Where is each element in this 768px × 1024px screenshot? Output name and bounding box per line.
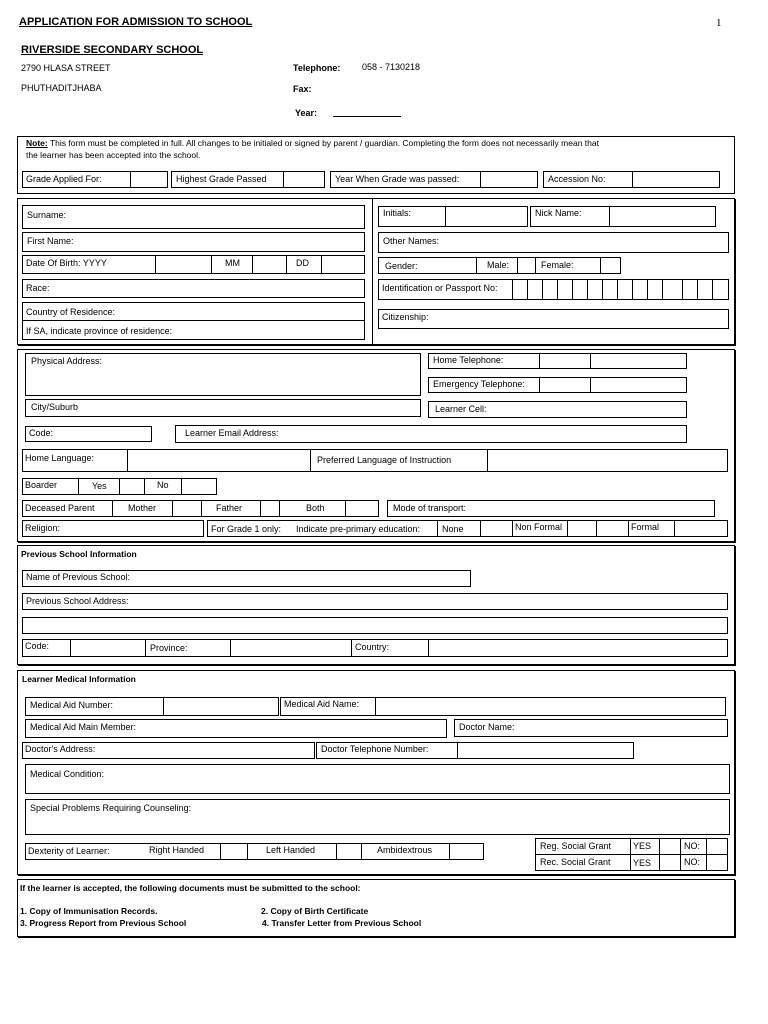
- rec-grant-yes-checkbox[interactable]: [660, 855, 679, 870]
- year-passed-input[interactable]: [481, 172, 537, 187]
- province-label: If SA, indicate province of residence:: [26, 326, 173, 336]
- divider: [211, 255, 212, 274]
- country-label: Country of Residence:: [26, 307, 116, 317]
- town: PHUTHADITJHABA: [21, 83, 102, 93]
- doctor-tel-input[interactable]: [458, 743, 633, 758]
- divider: [22, 320, 365, 321]
- physical-address-label: Physical Address:: [31, 356, 103, 366]
- divider: [247, 843, 248, 860]
- right-handed-label: Right Handed: [149, 845, 205, 855]
- city-field[interactable]: [25, 399, 421, 417]
- divider: [372, 198, 373, 345]
- mother-label: Mother: [128, 503, 157, 513]
- rec-grant-no-checkbox[interactable]: [707, 855, 727, 870]
- doctor-tel-label: Doctor Telephone Number:: [321, 744, 429, 754]
- dexterity-label: Dexterity of Learner:: [28, 846, 110, 856]
- divider: [476, 257, 477, 274]
- code-label: Code:: [29, 428, 54, 438]
- preprimary-label: Indicate pre-primary education:: [296, 524, 421, 534]
- left-handed-checkbox[interactable]: [337, 844, 360, 859]
- nickname-input[interactable]: [610, 207, 715, 226]
- dob-dd-label: DD: [296, 258, 309, 268]
- divider: [286, 255, 287, 274]
- race-field[interactable]: [22, 279, 365, 298]
- grade1-label: For Grade 1 only:: [211, 524, 282, 534]
- medical-heading: Learner Medical Information: [22, 674, 136, 684]
- left-handed-label: Left Handed: [266, 845, 316, 855]
- divider: [201, 500, 202, 517]
- citizenship-field[interactable]: [378, 309, 729, 329]
- right-handed-checkbox[interactable]: [221, 844, 246, 859]
- divider: [145, 639, 146, 657]
- dob-label: Date Of Birth: YYYY: [26, 258, 107, 268]
- surname-label: Surname:: [27, 210, 67, 220]
- home-tel-input[interactable]: [540, 354, 686, 368]
- boarder-yes-checkbox[interactable]: [120, 479, 143, 494]
- learner-cell-label: Learner Cell:: [435, 404, 487, 414]
- nickname-label: Nick Name:: [535, 208, 582, 218]
- telephone-label: Telephone:: [293, 63, 341, 73]
- ambidextrous-checkbox[interactable]: [450, 844, 483, 859]
- divider: [351, 639, 352, 657]
- divider: [437, 520, 438, 537]
- divider: [144, 478, 145, 495]
- street-address: 2790 HLASA STREET: [21, 63, 111, 73]
- documents-heading: If the learner is accepted, the following documents must be submitted to the school:: [20, 883, 361, 893]
- reg-grant-yes-label: YES: [633, 841, 652, 851]
- fax-label: Fax:: [293, 84, 312, 94]
- document-item-4: 4. Transfer Letter from Previous School: [262, 918, 422, 928]
- emergency-tel-input[interactable]: [540, 378, 686, 392]
- home-tel-label: Home Telephone:: [433, 355, 504, 365]
- doctor-name-label: Doctor Name:: [459, 722, 515, 732]
- reg-grant-no-checkbox[interactable]: [707, 839, 727, 853]
- rec-grant-no-label: NO:: [684, 857, 701, 867]
- divider: [112, 500, 113, 517]
- formal-label: Formal: [631, 522, 660, 532]
- main-member-label: Medical Aid Main Member:: [30, 722, 137, 732]
- boarder-label: Boarder: [25, 480, 58, 490]
- non-formal-label: Non Formal: [515, 522, 563, 532]
- female-checkbox[interactable]: [601, 258, 620, 273]
- both-checkbox[interactable]: [346, 501, 378, 516]
- ambidextrous-label: Ambidextrous: [377, 845, 433, 855]
- highest-grade-label: Highest Grade Passed: [176, 174, 267, 184]
- note-line1: [26, 139, 599, 148]
- note-label: Note:: [26, 138, 48, 148]
- male-checkbox[interactable]: [518, 258, 534, 273]
- divider: [361, 843, 362, 860]
- female-label: Female:: [541, 260, 574, 270]
- preferred-language-input[interactable]: [488, 450, 727, 471]
- previous-school-name-label: Name of Previous School:: [26, 572, 131, 582]
- none-checkbox[interactable]: [481, 521, 511, 536]
- religion-label: Religion:: [25, 523, 61, 533]
- dob-mm-label: MM: [225, 258, 240, 268]
- previous-school-address-line2[interactable]: [22, 617, 728, 634]
- id-passport-label: Identification or Passport No:: [382, 283, 498, 293]
- father-checkbox[interactable]: [261, 501, 278, 516]
- other-names-label: Other Names:: [383, 236, 440, 246]
- father-label: Father: [216, 503, 243, 513]
- divider: [680, 838, 681, 871]
- email-label: Learner Email Address:: [185, 428, 279, 438]
- document-item-2: 2. Copy of Birth Certificate: [261, 906, 369, 916]
- dob-day-input[interactable]: [322, 256, 364, 273]
- id-passport-input[interactable]: [513, 280, 728, 299]
- boarder-yes-label: Yes: [92, 481, 107, 491]
- divider: [630, 838, 631, 871]
- document-item-1: 1. Copy of Immunisation Records.: [20, 906, 158, 916]
- surname-field[interactable]: [22, 205, 365, 229]
- aid-number-label: Medical Aid Number:: [30, 700, 114, 710]
- home-language-label: Home Language:: [25, 453, 95, 463]
- aid-name-input[interactable]: [376, 698, 725, 715]
- male-label: Male:: [487, 260, 510, 270]
- divider: [78, 478, 79, 495]
- mother-checkbox[interactable]: [173, 501, 200, 516]
- accession-input[interactable]: [633, 172, 719, 187]
- emergency-tel-label: Emergency Telephone:: [433, 379, 525, 389]
- previous-school-country-input[interactable]: [429, 640, 727, 656]
- boarder-no-label: No: [157, 480, 169, 490]
- home-language-input[interactable]: [128, 450, 309, 471]
- divider: [628, 520, 629, 537]
- divider: [310, 449, 311, 472]
- first-name-label: First Name:: [27, 236, 74, 246]
- school-name: RIVERSIDE SECONDARY SCHOOL: [21, 44, 204, 56]
- dob-month-input[interactable]: [253, 256, 285, 273]
- highest-grade-input[interactable]: [284, 172, 324, 187]
- none-label: None: [442, 524, 464, 534]
- note-line2: the learner has been accepted into the school.: [26, 150, 201, 160]
- reg-grant-yes-checkbox[interactable]: [660, 839, 679, 853]
- year-label: Year:: [295, 108, 318, 118]
- non-formal-checkbox[interactable]: [597, 521, 627, 536]
- gender-label: Gender:: [385, 261, 418, 271]
- page-number: 1: [716, 17, 722, 29]
- boarder-no-checkbox[interactable]: [182, 479, 216, 494]
- initials-input[interactable]: [446, 207, 527, 226]
- divider: [279, 500, 280, 517]
- deceased-label: Deceased Parent: [25, 503, 95, 513]
- citizenship-label: Citizenship:: [382, 312, 429, 322]
- grade-applied-label: Grade Applied For:: [26, 174, 102, 184]
- rec-grant-label: Rec. Social Grant: [540, 857, 611, 867]
- previous-school-country-label: Country:: [355, 642, 390, 652]
- aid-number-input[interactable]: [164, 698, 278, 715]
- counseling-label: Special Problems Requiring Counseling:: [30, 803, 192, 813]
- note-text: This form must be completed in full. All changes to be initialed or signed by parent / guardian. Completing the form does not necessarily mean that: [47, 138, 599, 148]
- rec-grant-yes-label: YES: [633, 858, 652, 868]
- dob-year-input[interactable]: [156, 256, 210, 273]
- initials-label: Initials:: [383, 208, 412, 218]
- form-title: APPLICATION FOR ADMISSION TO SCHOOL: [19, 16, 253, 28]
- accession-label: Accession No:: [548, 174, 606, 184]
- medical-condition-field[interactable]: [25, 764, 730, 794]
- document-item-3: 3. Progress Report from Previous School: [20, 918, 187, 928]
- year-input-line[interactable]: [333, 116, 401, 117]
- previous-school-code-label: Code:: [25, 641, 50, 651]
- both-label: Both: [306, 503, 325, 513]
- transport-label: Mode of transport:: [393, 503, 467, 513]
- telephone-value: 058 - 7130218: [362, 62, 421, 72]
- previous-school-heading: Previous School Information: [21, 549, 137, 559]
- formal-checkbox[interactable]: [675, 521, 727, 536]
- divider: [535, 257, 536, 274]
- reg-grant-no-label: NO:: [684, 841, 701, 851]
- divider: [512, 520, 513, 537]
- grade-applied-input[interactable]: [131, 172, 167, 187]
- city-label: City/Suburb: [31, 402, 79, 412]
- aid-name-label: Medical Aid Name:: [284, 699, 360, 709]
- divider: [535, 854, 728, 855]
- previous-school-province-label: Province:: [150, 643, 188, 653]
- reg-grant-label: Reg. Social Grant: [540, 841, 612, 851]
- divider: [567, 520, 568, 537]
- previous-school-address-label: Previous School Address:: [26, 596, 129, 606]
- year-passed-label: Year When Grade was passed:: [335, 174, 460, 184]
- preferred-language-label: Preferred Language of Instruction: [317, 455, 452, 465]
- previous-school-province-input[interactable]: [231, 640, 350, 656]
- medical-condition-label: Medical Condition:: [30, 769, 105, 779]
- race-label: Race:: [26, 283, 50, 293]
- previous-school-code-input[interactable]: [71, 640, 144, 656]
- doctor-address-label: Doctor's Address:: [25, 744, 96, 754]
